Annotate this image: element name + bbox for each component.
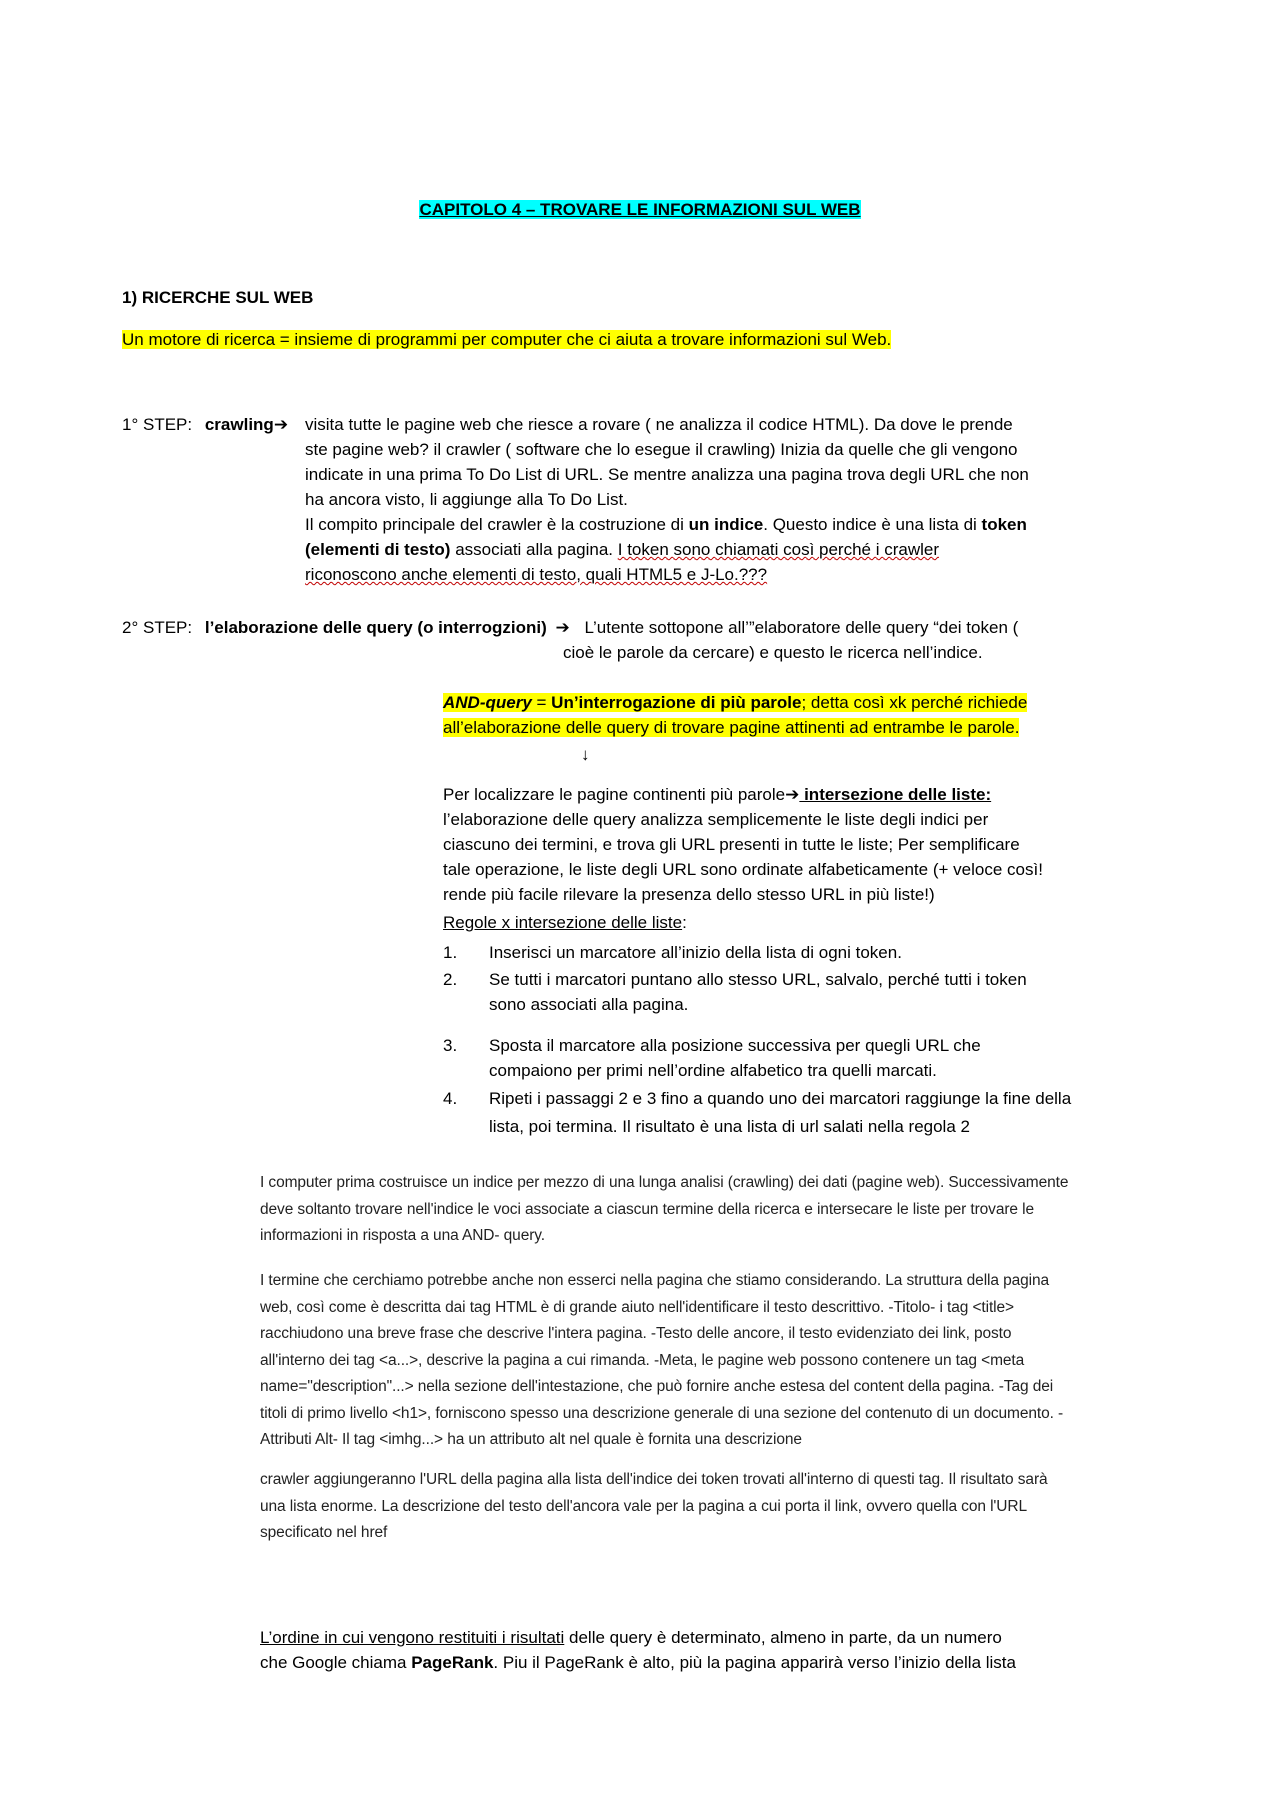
intersection-block: Per localizzare le pagine continenti più parole➔ intersezione delle liste: l’elaborazione delle query analizza semplicemente le liste degli indici per ciascuno dei termini, e trova gli URL presenti in tutte le liste; Per semplificare tale operazione, le liste degli URL sono ordinate alfabeticamente (+ veloce così! rende più facile rilevare la presenza dello stesso URL in più liste!) Regole x intersezione delle liste: [443,785,1043,932]
step2-keyword: l’elaborazione delle query (o interrogzioni) [204,618,547,637]
rules-list [443,940,1071,1141]
intersection-line: tale operazione, le liste degli URL sono ordinate alfabeticamente (+ veloce così! [443,860,1043,879]
step1-line: ste pagine web? il crawler ( software che lo esegue il crawling) Inizia da quelle che gli vengono [305,440,1018,459]
token-definition: (elementi di testo) [305,540,451,559]
down-arrow-icon: ↓ [581,745,590,764]
step1-line [305,562,1029,587]
page-title-text: CAPITOLO 4 – TROVARE LE INFORMAZIONI SUL WEB [419,200,861,219]
index-term: un indice [688,515,764,534]
rules-title: Regole x intersezione delle liste [443,913,683,932]
pasted-line: racchiudono una breve frase che descrive l'intera pagina. -Testo delle ancore, il testo evidenziato dei link, posto [260,1325,1012,1342]
results-order-term: L’ordine in cui vengono restituiti i risultati [260,1628,565,1647]
list-item: 1. Inserisci un marcatore all’inizio della lista di ogni token. [443,940,1071,965]
step1-line: (elementi di testo) associati alla pagina. I token sono chiamati così perché i crawler [305,540,940,559]
pagerank-term: PageRank [411,1653,494,1672]
pasted-line: I computer prima costruisce un indice per mezzo di una lunga analisi (crawling) dei dati (pagine web). Successivamente [260,1174,1069,1191]
step1-line: indicate in una prima To Do List di URL. Se mentre analizza una pagina trova degli URL che non [305,465,1029,484]
pasted-line: crawler aggiungeranno l'URL della pagina alla lista dell'indice dei token trovati all'interno di questi tag. Il risultato sarà [260,1471,1048,1488]
step2-text-line2: cioè le parole da cercare) e questo le ricerca nell’indice. [563,643,983,662]
list-item: 3. Sposta il marcatore alla posizione successiva per quegli URL che compaiono per primi nell’ordine alfabetico tra quelli marcati. [443,1033,1071,1083]
definition-text: Un motore di ricerca = insieme di programmi per computer che ci aiuta a trovare informazioni sul Web. [122,330,892,349]
pagerank-block: L’ordine in cui vengono restituiti i risultati delle query è determinato, almeno in parte, da un numero che Google chiama PageRank. Piu il PageRank è alto, più la pagina apparirà verso l’inizio della lista [260,1628,1016,1672]
step1-line: Il compito principale del crawler è la costruzione di un indice. Questo indice è una lista di token [305,515,1027,534]
intersection-line: rende più facile rilevare la presenza dello stesso URL in più liste!) [443,885,935,904]
step1-line: visita tutte le pagine web che riesce a rovare ( ne analizza il codice HTML). Da dove le prende [305,415,1013,434]
section-heading: 1) RICERCHE SUL WEB [122,288,314,307]
step1-line: ha ancora visto, li aggiunge alla To Do List. [305,490,628,509]
andquery-block: AND-query = Un’interrogazione di più parole; detta così xk perché richiede all’elaborazione delle query di trovare pagine attinenti ad entrambe le parole. [443,693,1028,737]
list-number: 2. [443,970,458,989]
step1-text [305,412,1029,587]
token-note: I token sono chiamati così perché i crawler [617,540,940,559]
pasted-line: name="description"...> nella sezione dell'intestazione, che può fornire anche estesa del content della pagina. -Tag dei [260,1378,1054,1395]
intersection-line: ciascuno dei termini, e trova gli URL presenti in tutte le liste; Per semplificare [443,835,1020,854]
token-note-cont: riconoscono anche elementi di testo, quali HTML5 e J-Lo.??? [305,565,768,584]
definition-line [122,327,891,352]
intersection-line: l’elaborazione delle query analizza semplicemente le liste degli indici per [443,810,989,829]
pasted-line: all'interno dei tag <a...>, descrive la pagina a cui rimanda. -Meta, le pagine web possono contenere un tag <meta [260,1351,1025,1369]
list-number: 1. [443,943,458,962]
pasted-text-block [260,1268,1063,1454]
step1-label: 1° STEP: [122,415,193,434]
pasted-line: Attributi Alt- Il tag <imhg...> ha un attributo alt nel quale è fornita una descrizione [260,1431,802,1448]
list-item: 2. Se tutti i marcatori puntano allo stesso URL, salvalo, perché tutti i token sono associati alla pagina. [443,967,1071,1017]
page-title [0,197,1280,222]
pasted-text-block [260,1467,1048,1543]
intersection-term: intersezione delle liste: [799,785,992,804]
andquery-line2: all’elaborazione delle query di trovare pagine attinenti ad entrambe le parole. [443,718,1020,737]
step1-keyword: crawling [204,415,274,434]
andquery-definition: Un’interrogazione di più parole [551,693,802,712]
pasted-line: titoli di primo livello <h1>, forniscono spesso una descrizione generale di una sezione del contenuto di un documento. - [260,1404,1064,1422]
pasted-line: una lista enorme. La descrizione del testo dell'ancora vale per la pagina a cui porta il link, ovvero quella con l'URL [260,1497,1027,1515]
list-number: 3. [443,1036,458,1055]
arrow-icon: ➔ [555,618,570,637]
pasted-line: I termine che cerchiamo potrebbe anche non esserci nella pagina che stiamo considerando. La struttura della pagina [260,1272,1050,1289]
token-term: token [981,515,1027,534]
pasted-line: specificato nel href [260,1524,388,1541]
pasted-line: web, così come è descritta dai tag HTML è di grande aiuto nell'identificare il testo descrittivo. -Titolo- i tag <title> [260,1298,1014,1316]
pasted-line: informazioni in risposta a una AND- query. [260,1227,545,1244]
list-number: 4. [443,1089,458,1108]
arrow-icon: ➔ [785,785,800,804]
andquery-term: AND-query [443,693,532,712]
pasted-line: deve soltanto trovare nell'indice le voci associate a ciascun termine della ricerca e intersecare le liste per trovare le [260,1200,1034,1218]
arrow-icon: ➔ [273,415,289,434]
step2-label: 2° STEP: [122,618,193,637]
list-item: 4. Ripeti i passaggi 2 e 3 fino a quando uno dei marcatori raggiunge la fine della lista, poi termina. Il risultato è una lista di url salati nella regola 2 [443,1085,1071,1141]
pasted-text-block [260,1170,1068,1250]
step2-text: L’utente sottopone all’”elaboratore delle query “dei token ( [584,618,1019,637]
step1-block [122,412,288,437]
step2-block [122,615,1018,640]
